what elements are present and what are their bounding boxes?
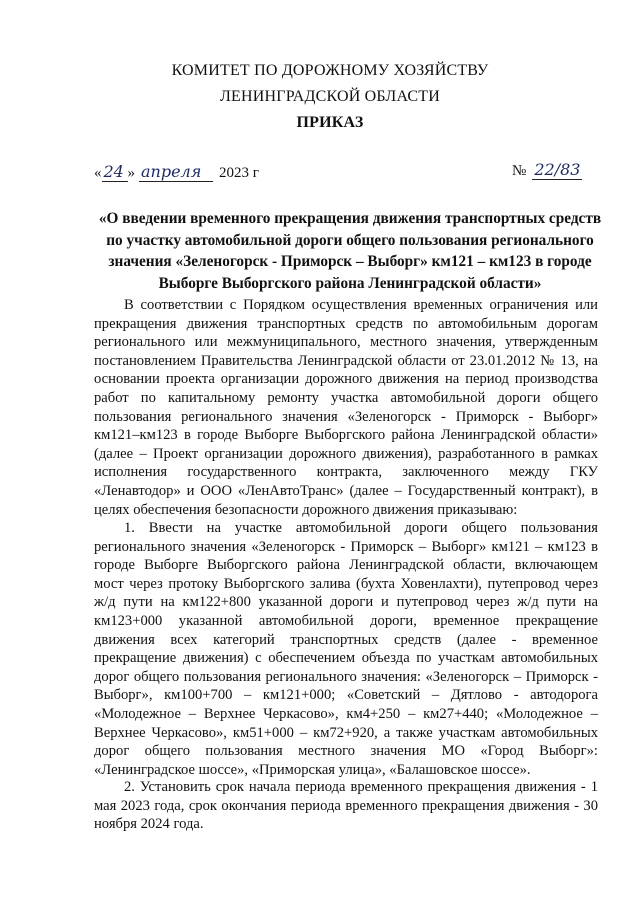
date-day: 24 <box>102 162 128 182</box>
item-2-paragraph: 2. Установить срок начала периода временного прекращения движения - 1 мая 2023 года, срок окончания периода временного прекращения движения - 30 ноября 2024 года. <box>94 779 598 833</box>
date-close-quote: » <box>127 165 135 181</box>
date-month: апреля <box>139 162 213 182</box>
item-1-paragraph: 1. Ввести на участке автомобильной дороги общего пользования регионального значения «Зеленогорск - Приморск – Выборг» км121 – км123 в городе Выборге Выборгского района Ленинградской области, включающем мост через протоку Выборгского залива (бухта Ховенлахти), путепровод через ж/д пути на км122+800 указанной дороги и путепровод через ж/д пути на км123+000 указанной автомобильной дороги, временное прекращение движения всех категорий транспортных средств (далее - временное прекращение движения) с обеспечением объезда по участкам автомобильных дорог общего пользования регионального значения: «Зеленогорск – Приморск - Выборг», км100+700 – км121+000; «Советский – Дятлово - автодорога «Молодежное – Верхнее Черкасово», км4+250 – км27+440; «Молодежное – Верхнее Черкасово», км51+000 – км72+920, а также участкам автомобильных дорог общего пользования местного значения МО «Город Выборг»: «Ленинградское шоссе», «Приморская улица», «Балашовское шоссе». <box>94 520 598 778</box>
document-type: ПРИКАЗ <box>296 114 364 131</box>
order-number <box>512 160 582 180</box>
order-title: «О введении временного прекращения движения транспортных средств по участку автомобильной дороги общего пользования регионального значения «Зеленогорск - Приморск – Выборг» км121 – км123 в городе Выборге Выборгского района Ленинградской области» <box>98 210 602 292</box>
date-year: 2023 г <box>219 165 259 181</box>
preamble-paragraph: В соответствии с Порядком осуществления временных ограничения или прекращения движения транспортных средств по автомобильным дорогам регионального или межмуниципального, местного значения, утвержденным постановлением Правительства Ленинградской области от 23.01.2012 № 13, на основании проекта организации дорожного движения на период производства работ по капитальному ремонту участка автомобильной дороги общего пользования регионального значения «Зеленогорск - Приморск - Выборг» км121–км123 в городе Выборге Выборгского района Ленинградской области» (далее – Проект организации дорожного движения), разработанного в рамках исполнения государственного контракта, заключенного между ГКУ «Ленавтодор» и ООО «ЛенАвтоТранс» (далее – Государственный контракт), в целях обеспечения безопасности дорожного движения приказываю: <box>94 297 598 518</box>
region-name: ЛЕНИНГРАДСКОЙ ОБЛАСТИ <box>219 88 441 105</box>
date-open-quote: « <box>94 165 102 181</box>
number-value: 22/83 <box>534 160 581 179</box>
number-sign: № <box>512 163 527 179</box>
order-date <box>94 162 259 182</box>
committee-name: КОМИТЕТ ПО ДОРОЖНОМУ ХОЗЯЙСТВУ <box>171 62 489 79</box>
